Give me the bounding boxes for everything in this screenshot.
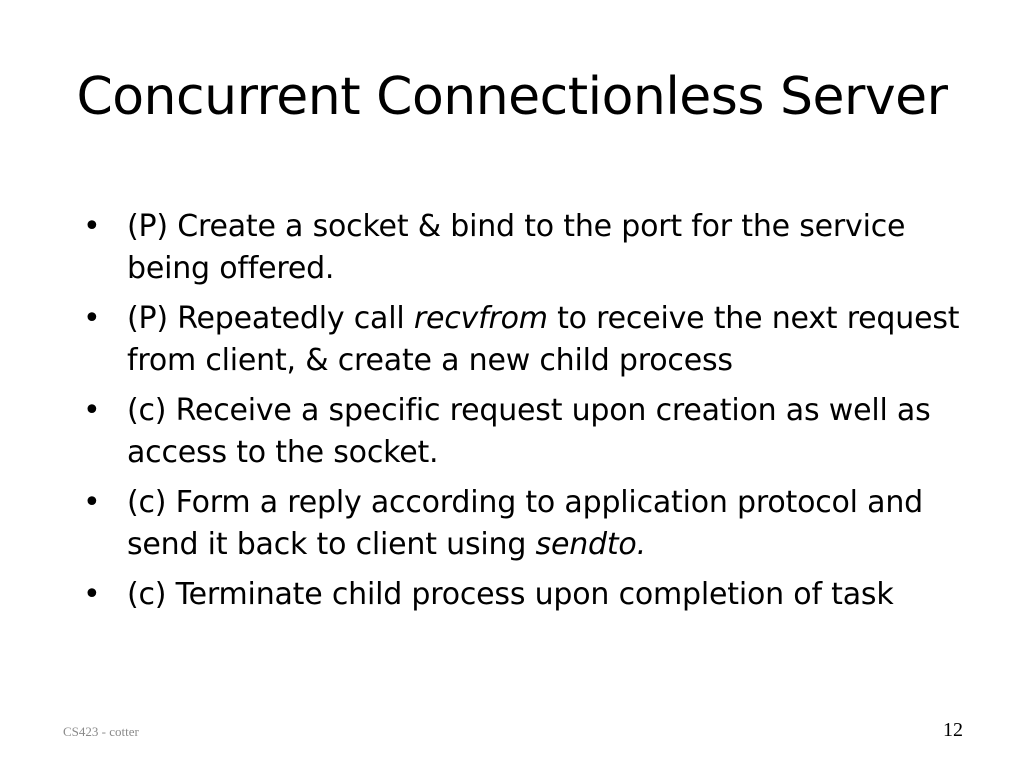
bullet-list xyxy=(83,206,983,624)
bullet-text xyxy=(127,209,905,286)
bullet-text xyxy=(127,301,959,378)
bullet-icon: • xyxy=(83,209,101,244)
bullet-emphasis: recvfrom xyxy=(413,301,548,336)
slide-number: 12 xyxy=(943,719,963,741)
bullet-text-segment: (c) Form a reply according to application protocol and send it back to client using xyxy=(127,485,923,562)
bullet-text-segment: (P) Repeatedly call xyxy=(127,301,414,336)
bullet-icon: • xyxy=(83,301,101,336)
footer-course-label: CS423 - cotter xyxy=(63,724,139,739)
bullet-text-segment: (c) Terminate child process upon completion of task xyxy=(127,577,894,612)
bullet-emphasis: sendto. xyxy=(535,527,646,562)
bullet-text xyxy=(127,485,923,562)
bullet-text xyxy=(127,393,931,470)
bullet-text-segment: (c) Receive a specific request upon creation as well as access to the socket. xyxy=(127,393,931,470)
bullet-icon: • xyxy=(83,393,101,428)
bullet-text xyxy=(127,577,894,612)
bullet-icon: • xyxy=(83,577,101,612)
bullet-text-segment: to receive the next request from client, & create a new child process xyxy=(127,301,960,378)
bullet-item xyxy=(83,390,983,474)
bullet-text-segment: (P) Create a socket & bind to the port for the service being offered. xyxy=(127,209,906,286)
bullet-item xyxy=(83,298,983,382)
bullet-item xyxy=(83,206,983,290)
bullet-item xyxy=(83,574,983,616)
bullet-item xyxy=(83,482,983,566)
slide-title: Concurrent Connectionless Server xyxy=(76,67,948,127)
bullet-icon: • xyxy=(83,485,101,520)
